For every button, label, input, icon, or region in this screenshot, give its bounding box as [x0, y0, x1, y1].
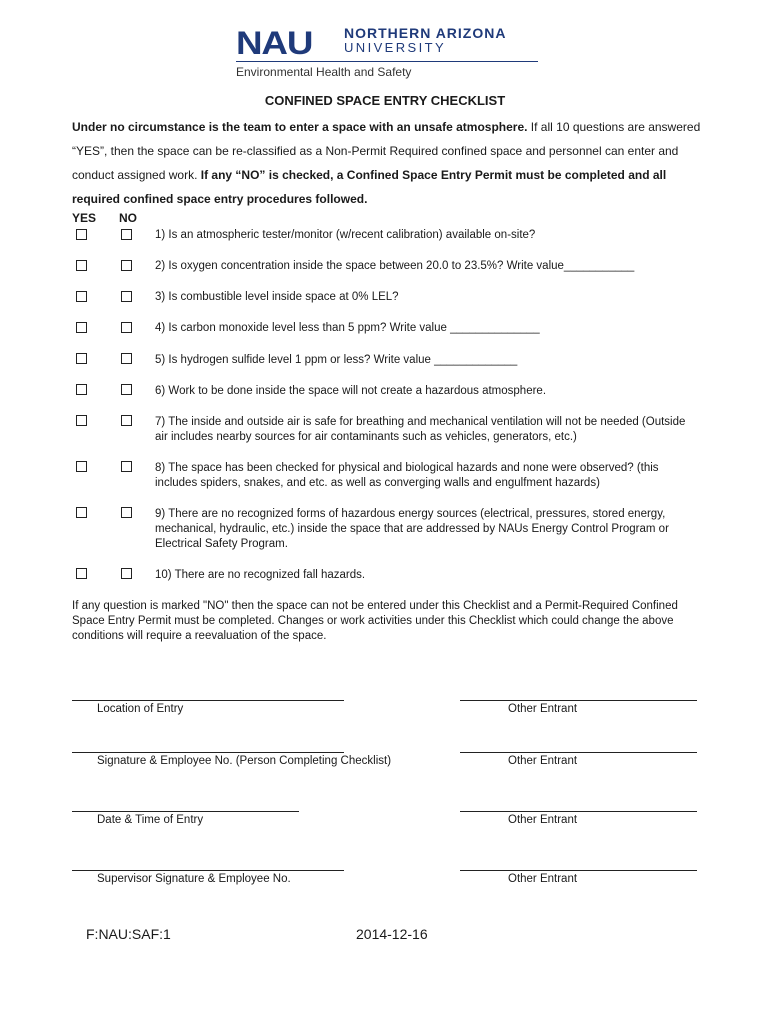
checkbox-yes-q4[interactable]	[76, 322, 87, 333]
other-entrant-line-3[interactable]	[460, 811, 697, 812]
question-9: 9) There are no recognized forms of hazardous energy sources (electrical, pressures, stored energy, mechanical, hydraulic, etc.) inside the space that are addressed by NAUs Energy Control Program or Electrical Safety Program.	[155, 508, 669, 550]
signature-employee-line[interactable]	[72, 752, 344, 753]
question-8: 8) The space has been checked for physical and biological hazards and none were observed? (this includes spiders, snakes, and etc. as well as converging walls and engulfment hazards)	[155, 462, 659, 489]
checkbox-yes-q3[interactable]	[76, 291, 87, 302]
intro-text-1: If all 10 questions are answered “YES”, then the space can be re-classified as a Non-Permit Required confined space and personnel can enter and conduct assigned work.	[72, 120, 701, 182]
signature-employee-label: Signature & Employee No. (Person Completing Checklist)	[97, 755, 392, 767]
instruction-note: If any question is marked "NO" then the space can not be entered under this Checklist and a Permit-Required Confined Space Entry Permit must be completed. Changes or work activities under this Checklist which could change the above conditions will require a reevaluation of the space.	[72, 600, 678, 642]
logo-university: UNIVERSITY	[344, 40, 447, 55]
location-of-entry-label: Location of Entry	[97, 703, 184, 715]
checkbox-no-q3[interactable]	[121, 291, 132, 302]
checkbox-no-q8[interactable]	[121, 461, 132, 472]
checkbox-no-q1[interactable]	[121, 229, 132, 240]
header-divider	[236, 61, 538, 62]
checkbox-yes-q1[interactable]	[76, 229, 87, 240]
checkbox-yes-q6[interactable]	[76, 384, 87, 395]
other-entrant-label-1: Other Entrant	[508, 703, 578, 715]
nau-logo-mark: NAU	[236, 25, 313, 61]
question-7: 7) The inside and outside air is safe for breathing and mechanical ventilation will not be needed (Outside air includes nearby sources for air contaminants such as vehicles, generators, etc.)	[155, 416, 686, 443]
checkbox-yes-q7[interactable]	[76, 415, 87, 426]
checkbox-no-q2[interactable]	[121, 260, 132, 271]
form-date: 2014-12-16	[356, 926, 428, 942]
form-code: F:NAU:SAF:1	[86, 926, 171, 942]
checkbox-no-q6[interactable]	[121, 384, 132, 395]
checkbox-yes-q8[interactable]	[76, 461, 87, 472]
intro-bold-2: If any “NO” is checked, a Confined Space Entry Permit must be completed and all required confined space entry procedures followed.	[72, 168, 667, 206]
intro-bold-1: Under no circumstance is the team to enter a space with an unsafe atmosphere.	[72, 120, 528, 134]
checkbox-yes-q2[interactable]	[76, 260, 87, 271]
other-entrant-label-2: Other Entrant	[508, 755, 578, 767]
department-name: Environmental Health and Safety	[236, 65, 412, 79]
date-time-label: Date & Time of Entry	[97, 814, 204, 826]
other-entrant-label-3: Other Entrant	[508, 814, 578, 826]
checkbox-no-q4[interactable]	[121, 322, 132, 333]
question-3: 3) Is combustible level inside space at 0% LEL?	[155, 291, 399, 303]
checkbox-yes-q10[interactable]	[76, 568, 87, 579]
checkbox-no-q9[interactable]	[121, 507, 132, 518]
page-title: CONFINED SPACE ENTRY CHECKLIST	[264, 93, 506, 108]
other-entrant-label-4: Other Entrant	[508, 873, 578, 885]
supervisor-signature-label: Supervisor Signature & Employee No.	[97, 873, 291, 885]
checkbox-yes-q9[interactable]	[76, 507, 87, 518]
checkbox-no-q7[interactable]	[121, 415, 132, 426]
question-1: 1) Is an atmospheric tester/monitor (w/recent calibration) available on-site?	[155, 229, 536, 241]
other-entrant-line-4[interactable]	[460, 870, 697, 871]
column-header-yes: YES	[72, 211, 97, 225]
other-entrant-line-2[interactable]	[460, 752, 697, 753]
date-time-line[interactable]	[72, 811, 299, 812]
checkbox-no-q10[interactable]	[121, 568, 132, 579]
intro-paragraph	[72, 115, 712, 211]
question-6: 6) Work to be done inside the space will not create a hazardous atmosphere.	[155, 385, 547, 397]
question-5: 5) Is hydrogen sulfide level 1 ppm or less? Write value _____________	[155, 354, 518, 366]
logo-northern-arizona: NORTHERN ARIZONA	[344, 25, 507, 41]
question-2: 2) Is oxygen concentration inside the space between 20.0 to 23.5%? Write value___________	[155, 260, 635, 272]
location-of-entry-line[interactable]	[72, 700, 344, 701]
question-10: 10) There are no recognized fall hazards.	[155, 569, 366, 581]
checkbox-yes-q5[interactable]	[76, 353, 87, 364]
supervisor-signature-line[interactable]	[72, 870, 344, 871]
checkbox-no-q5[interactable]	[121, 353, 132, 364]
column-header-no: NO	[119, 211, 137, 225]
other-entrant-line-1[interactable]	[460, 700, 697, 701]
question-4: 4) Is carbon monoxide level less than 5 ppm? Write value ______________	[155, 322, 540, 334]
